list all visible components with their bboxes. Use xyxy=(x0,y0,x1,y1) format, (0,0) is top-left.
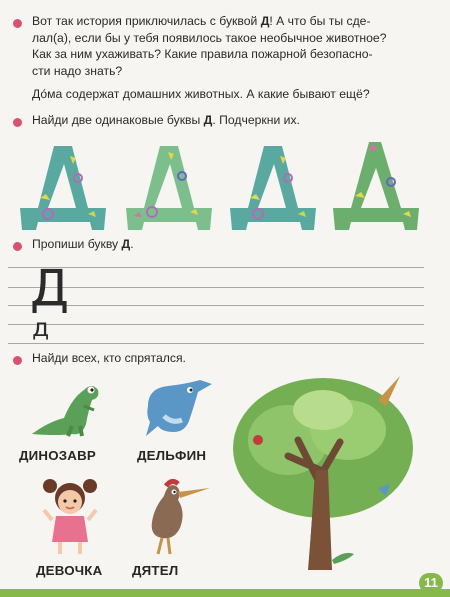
intro-line1-b: ! А что бы ты сде- xyxy=(269,14,371,28)
task-find-text xyxy=(32,112,300,129)
label-dolphin: ДЕЛЬФИН xyxy=(137,448,207,463)
letter-d-illustration-4[interactable] xyxy=(331,138,423,230)
label-girl: ДЕВОЧКА xyxy=(36,563,103,578)
task-write-letter: Д xyxy=(121,237,131,251)
task-hidden-text: Найди всех, кто спрятался. xyxy=(32,351,186,365)
task-write-a: Пропиши букву xyxy=(32,237,122,251)
dolphin-illustration[interactable] xyxy=(138,376,216,440)
intro-letter: Д xyxy=(260,14,270,28)
letter-d-small-sample: д xyxy=(32,313,50,342)
intro-line4: сти надо знать? xyxy=(32,63,123,78)
letter-d-illustration-1[interactable] xyxy=(18,138,110,230)
task-find-letter: Д xyxy=(203,113,213,127)
letter-d-capital-sample: Д xyxy=(30,259,70,317)
intro-paragraph xyxy=(32,13,432,103)
page-number: 11 xyxy=(419,573,443,593)
dinosaur-illustration[interactable] xyxy=(28,378,108,440)
writing-line xyxy=(8,267,424,268)
intro-line1-a: Вот так история приключилась с буквой xyxy=(32,14,261,28)
task-write-b: . xyxy=(130,237,134,251)
intro-line3: Как за ним ухаживать? Какие правила пожарной безопасно- xyxy=(32,47,373,62)
writing-line xyxy=(8,343,424,344)
writing-line xyxy=(8,287,424,288)
task-find-b: . Подчеркни их. xyxy=(212,113,300,127)
writing-line xyxy=(8,324,424,325)
writing-line xyxy=(8,305,424,306)
task-write-text xyxy=(32,236,134,253)
letter-d-illustration-3[interactable] xyxy=(228,138,320,230)
woodpecker-illustration[interactable] xyxy=(136,478,212,558)
bullet-intro xyxy=(13,19,22,28)
bullet-hidden xyxy=(13,356,22,365)
bullet-find xyxy=(13,118,22,127)
intro-line5: До́ма содержат домашних животных. А какие бывают ещё? xyxy=(32,87,370,102)
letter-d-row xyxy=(18,138,423,233)
letter-d-illustration-2[interactable] xyxy=(124,138,216,230)
bullet-write xyxy=(13,242,22,251)
writing-lines[interactable] xyxy=(8,255,424,350)
task-find-a: Найди две одинаковые буквы xyxy=(32,113,204,127)
label-dinosaur: ДИНОЗАВР xyxy=(19,448,96,463)
intro-line2: лал(а), если бы у тебя появилось такое необычное животное? xyxy=(32,30,387,45)
page-bottom-strip xyxy=(0,589,450,597)
girl-illustration[interactable] xyxy=(42,476,98,558)
tree-hidden-picture[interactable] xyxy=(228,370,418,570)
label-woodpecker: ДЯТЕЛ xyxy=(132,563,179,578)
